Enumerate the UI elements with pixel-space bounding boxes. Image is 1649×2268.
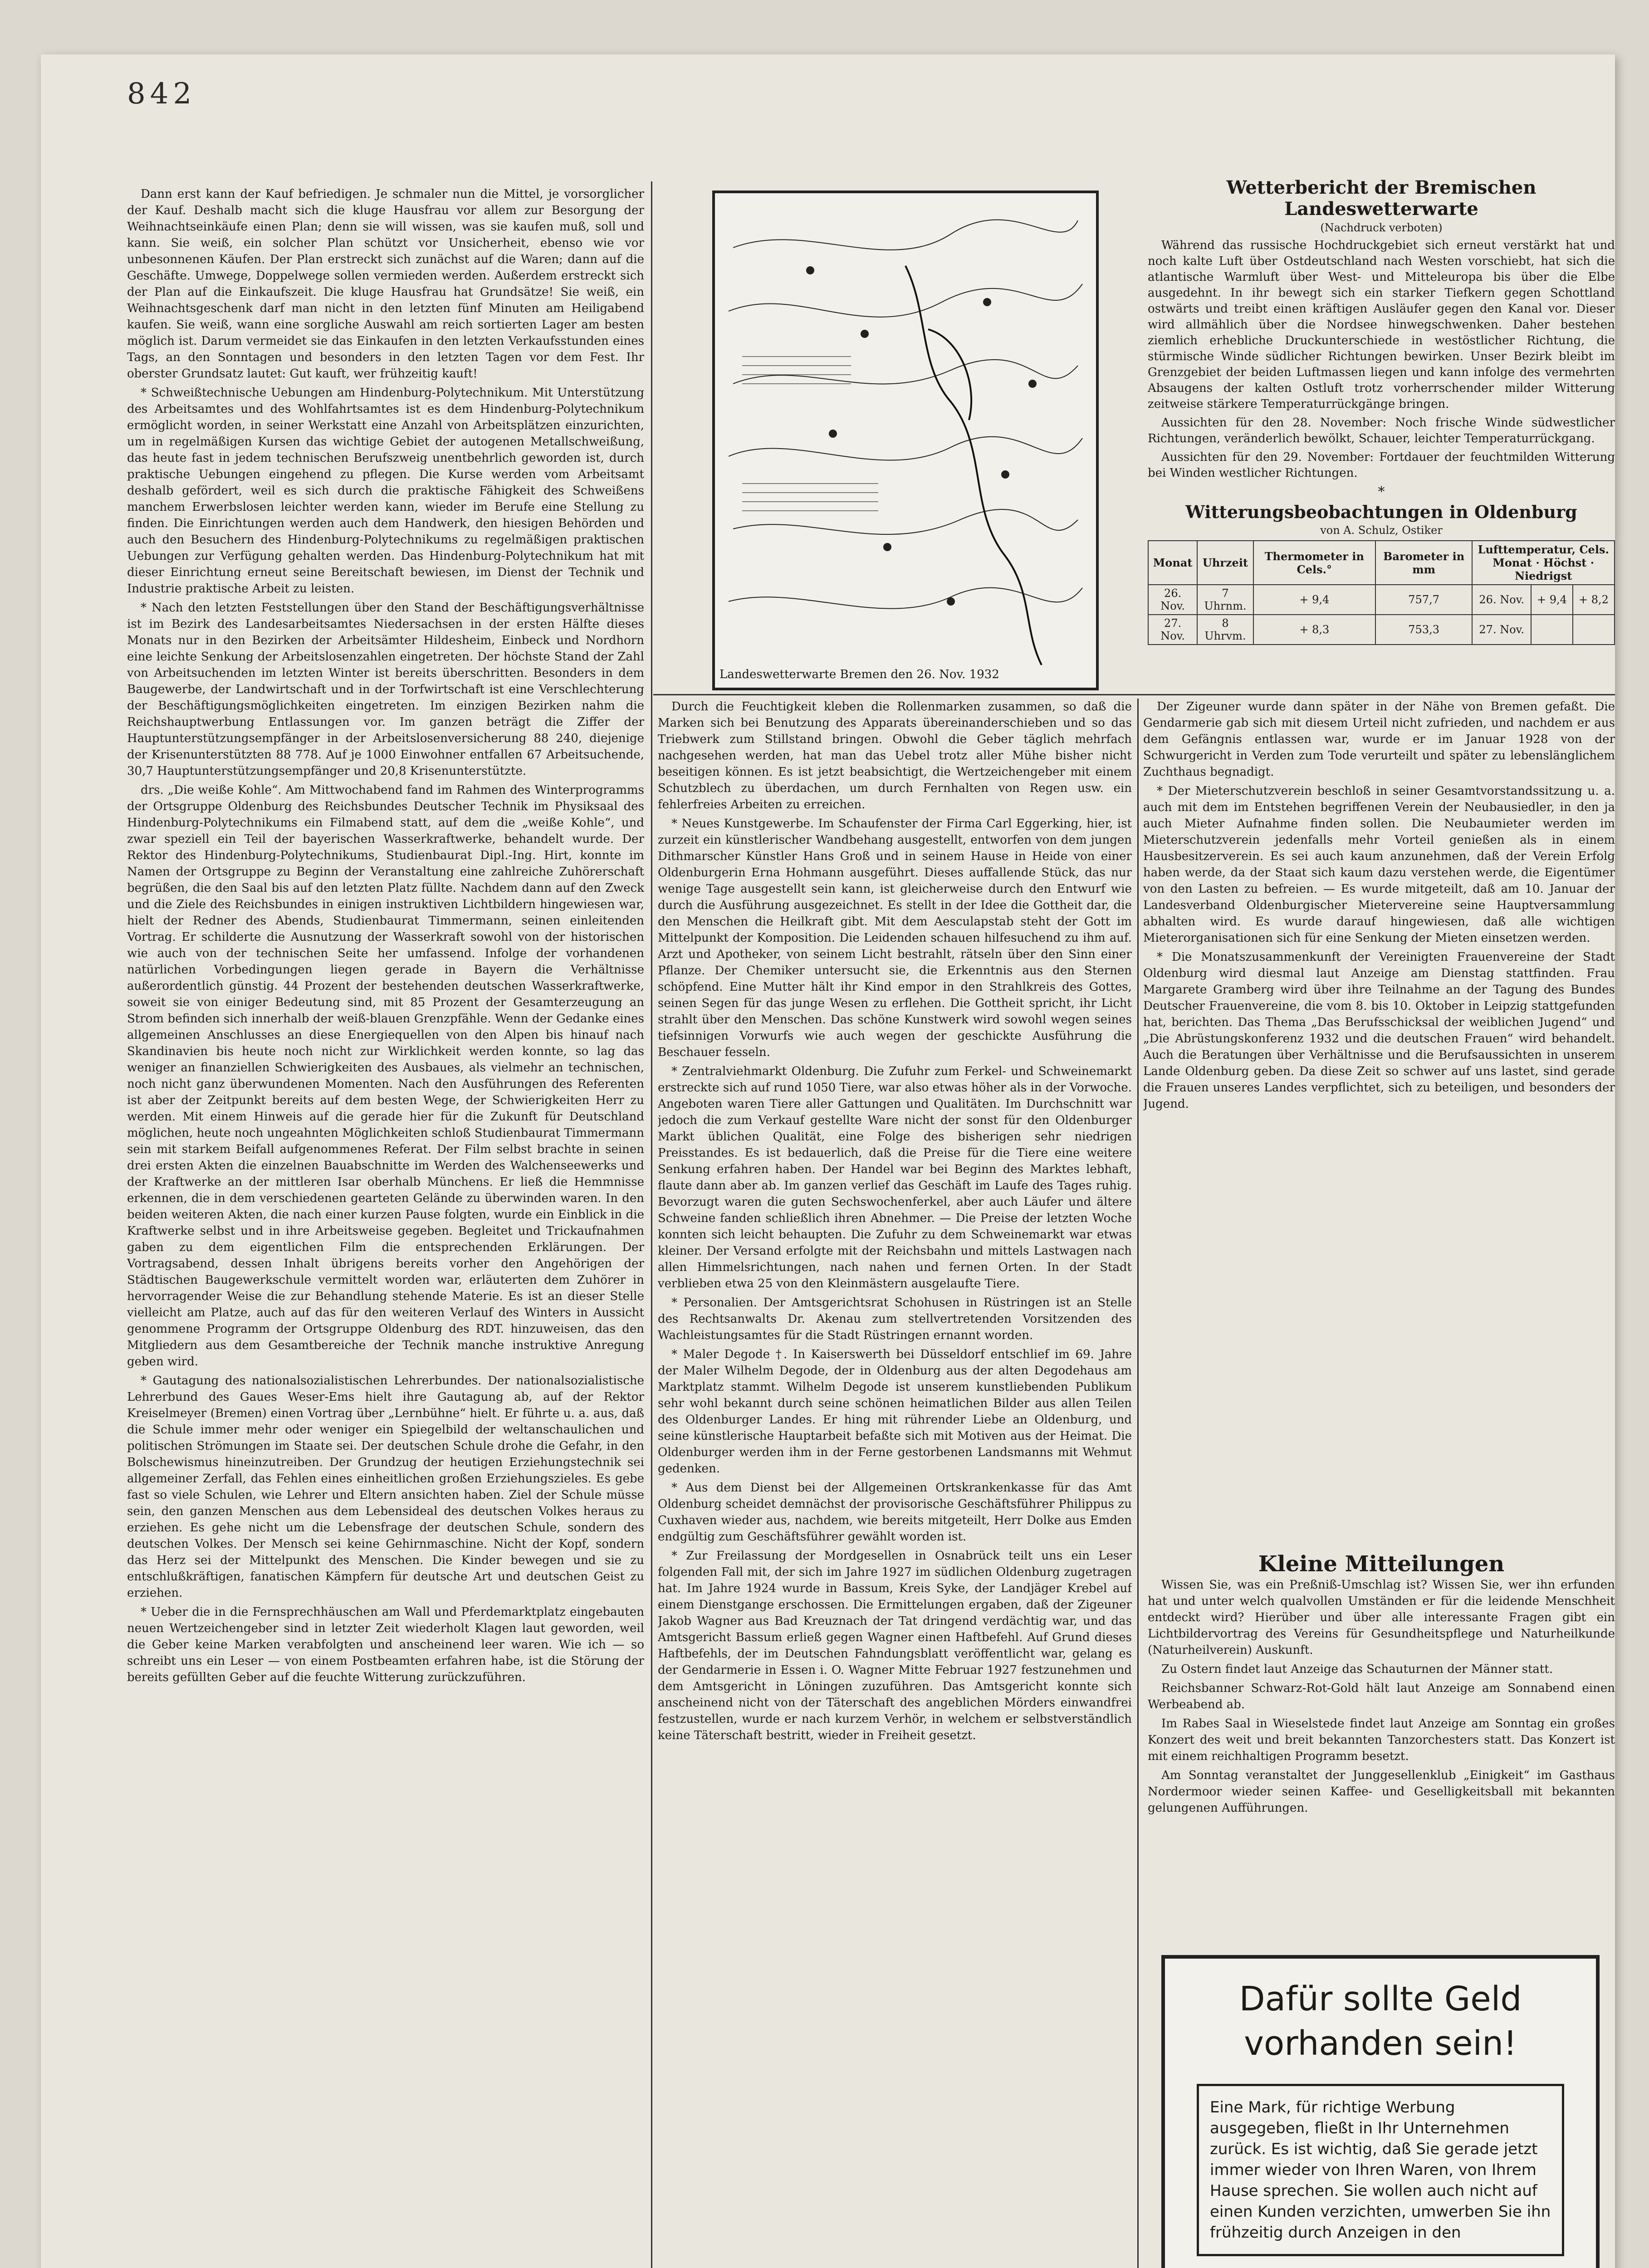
- table-cell: [1531, 615, 1573, 645]
- article-paragraph: * Maler Degode †. In Kaiserswerth bei Düsseldorf entschlief im 69. Jahre der Maler Wilhelm Degode, der in Oldenburg aus der alten Degodehaus am Marktplatz stammt. Wilhelm Degode ist unserem kunstliebenden Publikum sehr wohl bekannt durch seine schönen heimatlichen Bilder aus allen Teilen des Oldenburger Landes. Er hing mit rührender Liebe an Oldenburg, und seine künstlerische Hauptarbeit befaßte sich mit Motiven aus der Heimat. Die Oldenburger werden ihm in der Ferne gestorbenen Landsmanns mit Wehmut gedenken.: [658, 1348, 1132, 1476]
- table-subheader: Höchst: [1543, 556, 1587, 569]
- table-header: Barometer in mm: [1375, 541, 1472, 585]
- table-header: Monat: [1148, 541, 1197, 585]
- table-cell: 8 Uhrvm.: [1197, 615, 1253, 645]
- article-paragraph: * Nach den letzten Feststellungen über den Stand der Beschäftigungsverhältnisse ist im Bezirk des Landesarbeitsamtes Niedersachsen in der ersten Hälfte dieses Monats nur in den Bezirken der Arbeitsämter Hildesheim, Einbeck und Nordhorn eine leichte Senkung der Arbeitslosenzahlen eingetreten. Der höchste Stand der Zahl von Arbeitsuchenden im letzten Winter ist bereits überschritten. Besonders in dem Baugewerbe, der Landwirtschaft und in der Torfwirtschaft ist eine Verschlechterung der Beschäftigungsmöglichkeiten eingetreten. Im einzigen Bezirken nahm die Reichshauptwerbung Entlassungen vor. Im ganzen beträgt die Ziffer der Hauptunterstützungsempfänger in der Arbeitslosenversicherung 88 240, diejenige der Krisenunterstützten 88 778. Auf je 1000 Einwohner entfallen 67 Arbeitsuchende, 30,7 Hauptunterstützungsempfänger und 20,8 Krisenunterstützte.: [127, 601, 644, 778]
- table-cell: 26. Nov.: [1148, 585, 1197, 615]
- article-paragraph: * Personalien. Der Amtsgerichtsrat Schohusen in Rüstringen ist an Stelle des Rechtsanwalts Dr. Akenau zum stellvertretenden Vorsitzenden des Wachleistungsamtes für die Stadt Rüstringen ernannt worden.: [658, 1296, 1132, 1342]
- table-cell: + 8,2: [1573, 585, 1615, 615]
- table-cell: + 9,4: [1253, 585, 1375, 615]
- table-cell: 757,7: [1375, 585, 1472, 615]
- table-cell: + 8,3: [1253, 615, 1375, 645]
- article-paragraph: * Zentralviehmarkt Oldenburg. Die Zufuhr zum Ferkel- und Schweinemarkt erstreckte sich auf rund 1050 Tiere, war also etwas höher als in der Vorwoche. Angeboten waren Tiere aller Gattungen und Qualitäten. Im Durchschnitt war jedoch die zum Verkauf gestellte Ware nicht der sonst für den Oldenburger Markt üblichen Qualität, eine Folge des bisherigen sehr niedrigen Preisstandes. Es ist bedauerlich, daß die Preise für die Tiere eine weitere Senkung erfahren haben. Der Handel war bei Beginn des Marktes lebhaft, flaute dann aber ab. Im ganzen verlief das Geschäft im Laufe des Tages ruhig. Bevorzugt waren die guten Sechswochenferkel, aber auch Läufer und ältere Schweine fanden schließlich ihren Abnehmer. — Die Preise der letzten Woche konnten sich leicht behaupten. Die Zufuhr zu dem Schweinemarkt war etwas kleiner. Der Versand erfolgte mit der Reichsbahn und mittels Lastwagen nach allen Himmelsrichtungen, nach nahen und fernen Orten. In der Stadt verblieben etwa 25 von den Kleinmästern ausgelaufte Tiere.: [658, 1065, 1132, 1290]
- table-cell: 27. Nov.: [1472, 615, 1531, 645]
- article-paragraph: * Die Monatszusammenkunft der Vereinigten Frauenvereine der Stadt Oldenburg wird diesmal laut Anzeige am Dienstag stattfinden. Frau Margarete Gramberg wird über ihre Teilnahme an der Tagung des Bundes Deutscher Frauenvereine, die vom 8. bis 10. Oktober in Leipzig stattgefunden hat, berichten. Das Thema „Das Berufsschicksal der weiblichen Jugend“ und „Die Abrüstungskonferenz 1932 und die deutschen Frauen“ wird behandelt. Auch die Beratungen über Verhältnisse und die Berufsaussichten in unserem Lande Oldenburg geben. Da diese Zeit so schwer auf uns lastet, sind gerade die Frauen unseres Landes verpflichtet, sich zu beteiligen, und besonders der Jugend.: [1143, 950, 1615, 1111]
- table-header: Thermometer in Cels.°: [1253, 541, 1375, 585]
- table-cell: + 9,4: [1531, 585, 1573, 615]
- table-subheader: Monat: [1492, 556, 1532, 569]
- article-paragraph: * Gautagung des nationalsozialistischen Lehrerbundes. Der nationalsozialistische Lehrerbund des Gaues Weser-Ems hielt ihre Gautagung ab, auf der Rektor Kreiselmeyer (Bremen) einen Vortrag über „Lernbühne“ hielt. Er führte u. a. aus, daß die Schule immer mehr oder weniger ein Spiegelbild der weltanschaulichen und politischen Strömungen im Staate sei. Der deutschen Schule drohe die Gefahr, in den Bolschewismus hineinzutreiben. Der Grundzug der heutigen Erziehungstechnik sei allgemeiner Zerfall, das Fehlen eines einheitlichen großen Erziehungszieles. Es gebe fast so viele Schulen, wie Lehrer und Eltern ansichten haben. Ziel der Schule müsse sein, den ganzen Menschen aus dem Lebensideal des deutschen Volkes heraus zu erziehen. Es gehe nicht um die Lebensfrage der deutschen Schule, sondern des deutschen Volkes. Der Mensch sei keine Gehirnmaschine. Nicht der Kopf, sondern das Herz sei der Mittelpunkt des Menschen. Die Kinder bewegen und sie zu entschlußkräftigen, fanatischen Kämpfern für deutsche Art und deutschen Geist zu erziehen.: [127, 1374, 644, 1600]
- table-cell: 7 Uhrnm.: [1197, 585, 1253, 615]
- table-header: Lufttemperatur, Cels. Monat · Höchst · Niedrigst: [1472, 541, 1615, 585]
- weather-map-graphic: [715, 193, 1091, 682]
- ad-headline: vorhanden sein!: [1244, 2024, 1517, 2063]
- page-number: 842: [127, 77, 196, 111]
- section-divider: [653, 694, 1615, 695]
- ad-headline: Dafür sollte Geld: [1239, 1980, 1522, 2019]
- section-asterisk: *: [1378, 484, 1385, 500]
- weather-subtitle: (Nachdruck verboten): [1320, 221, 1443, 234]
- article-paragraph: Durch die Feuchtigkeit kleben die Rollenmarken zusammen, so daß die Marken sich bei Benutzung des Apparats übereinanderschieben und so das Triebwerk zum Stillstand bringen. Obwohl die Geber täglich mehrfach nachgesehen werden, hat man das Uebel trotz aller Mühe bisher nicht beseitigen können. Es ist jetzt beabsichtigt, die Wertzeichengeber mit einem Schutzblech zu überdachen, um durch Fernhalten von Regen usw. ein fehlerfreies Arbeiten zu erreichen.: [658, 700, 1132, 811]
- notice-item: Im Rabes Saal in Wieselstede findet laut Anzeige am Sonntag ein großes Konzert des weit und breit bekannten Tanzorchesters statt. Das Konzert ist mit einem reichhaltigen Programm besetzt.: [1148, 1717, 1615, 1763]
- weather-outlook: Aussichten für den 29. November: Fortdauer der feuchtmilden Witterung bei Winden westlicher Richtungen.: [1148, 450, 1615, 480]
- short-notices-title: Kleine Mitteilungen: [1258, 1551, 1505, 1577]
- column-left: [127, 186, 644, 2268]
- observations-author: von A. Schulz, Ostiker: [1320, 524, 1443, 537]
- ad-body: Eine Mark, für richtige Werbung ausgegeben, fließt in Ihr Unternehmen zurück. Es ist wichtig, daß Sie gerade jetzt immer wieder von Ihren Waren, von Ihrem Hause sprechen. Sie wollen auch nicht auf einen Kunden verzichten, umwerben Sie ihn frühzeitig durch Anzeigen in den: [1197, 2084, 1564, 2256]
- weather-text: Während das russische Hochdruckgebiet sich erneut verstärkt hat und noch kalte Luft über Ostdeutschland nach Westen vorschiebt, hat sich die atlantische Warmluft über West- und Mitteleuropa bis über die Elbe ausgedehnt. In ihr bewegt sich ein starker Tiefkern gegen Schottland ostwärts und treibt einen kräftigen Ausläufer gegen den Kanal vor. Dieser wird allmählich über die Nordsee hinwegschwenken. Daher bestehen ziemlich erhebliche Druckunterschiede in westöstlicher Richtung, die stürmische Winde südlicher Richtungen bewirken. Unser Bezirk bleibt im Grenzgebiet der beiden Luftmassen liegen und kann infolge des vermehrten Absaugens der kalten Ostluft trotz vorherrschender milder Witterung zeitweise stärkere Temperaturrückgänge bringen.: [1148, 239, 1615, 411]
- advertisement: [1161, 1955, 1600, 2268]
- column-middle: [658, 699, 1132, 2268]
- notice-item: Zu Ostern findet laut Anzeige das Schauturnen der Männer statt.: [1161, 1662, 1553, 1676]
- article-paragraph: * Der Mieterschutzverein beschloß in seiner Gesamtvorstandssitzung u. a. auch mit dem im Entstehen begriffenen Verein der Neubausiedler, in den ja auch Mieter Aufnahme finden sollen. Die Neubaumieter werden im Mieterschutzverein jedenfalls mehr Vorteil genießen als in einem Hausbesitzerverein. Es sei auch kaum anzunehmen, daß der Verein Erfolg haben werde, da der Staat sich kaum dazu verstehen werde, die Eigentümer von den Lasten zu befreien. — Es wurde mitgeteilt, daß am 10. Januar der Landesverband Oldenburgischer Mietervereine seine Hauptversammlung abhalten wird. Es wurde darauf hingewiesen, daß alle wichtigen Mieterorganisationen sich für eine Senkung der Mieten einsetzen werden.: [1143, 784, 1615, 945]
- weather-outlook: Aussichten für den 28. November: Noch frische Winde südwestlicher Richtungen, veränderlich bewölkt, Schauer, leichter Temperaturrückgang.: [1148, 416, 1615, 445]
- notice-item: Reichsbanner Schwarz-Rot-Gold hält laut Anzeige am Sonnabend einen Werbeabend ab.: [1148, 1681, 1615, 1711]
- notice-item: Wissen Sie, was ein Preßniß-Umschlag ist? Wissen Sie, wer ihn erfunden hat und unter welch qualvollen Umständen er für die leidende Menschheit entdeckt wird? Hierüber und über alle interessante Fragen gibt ein Lichtbildervortrag des Vereins für Gesundheitspflege und Naturheilkunde (Naturheilverein) Auskunft.: [1148, 1578, 1615, 1657]
- article-paragraph: Der Zigeuner wurde dann später in der Nähe von Bremen gefaßt. Die Gendarmerie gab sich mit diesem Urteil nicht zufrieden, und nachdem er aus dem Gefängnis entlassen war, wurde er im Januar 1928 von der Schwurgericht in Verden zum Tode verurteilt und später zu lebenslänglichem Zuchthaus begnadigt.: [1143, 700, 1615, 779]
- table-cell: 26. Nov.: [1472, 585, 1531, 615]
- column-divider: [1137, 699, 1139, 2268]
- weather-map-caption: Landeswetterwarte Bremen den 26. Nov. 1932: [719, 668, 999, 681]
- observations-title: Witterungsbeobachtungen in Oldenburg: [1185, 502, 1577, 522]
- table-cell: 753,3: [1375, 615, 1472, 645]
- column-right: [1143, 699, 1615, 1497]
- article-paragraph: * Zur Freilassung der Mordgesellen in Osnabrück teilt uns ein Leser folgenden Fall mit, der sich im Jahre 1927 im südlichen Oldenburg zugetragen hat. Im Jahre 1924 wurde in Bassum, Kreis Syke, der Landjäger Krebel auf einem Dienstgange erschossen. Die Ermittelungen ergaben, daß der Zigeuner Jakob Wagner aus Bad Kreuznach der Tat dringend verdächtig war, und das Amtsgericht Bassum erließ gegen Wagner einen Haftbefehl. Auf Grund dieses Haftbefehls, der im Deutschen Fahndungsblatt veröffentlicht war, gelang es der Gendarmerie in Essen i. O. Wagner Mitte Februar 1927 festzunehmen und dem Amtsgericht in Löningen zuzuführen. Das Amtsgericht konnte sich anscheinend nicht von der Täterschaft des angeblichen Mörders einwandfrei festzustellen, wurde er nach kurzem Verhör, in welchem er selbstverständlich keine Täterschaft bestritt, wieder in Freiheit gesetzt.: [658, 1549, 1132, 1742]
- table-row: [1148, 615, 1615, 645]
- table-header: Uhrzeit: [1197, 541, 1253, 585]
- article-paragraph: * Schweißtechnische Uebungen am Hindenburg-Polytechnikum. Mit Unterstützung des Arbeitsamtes und des Wohlfahrtsamtes ist es dem Hindenburg-Polytechnikum ermöglicht worden, in seiner Werkstatt eine Anzahl von Arbeitsplätzen einzurichten, um in regelmäßigen Kursen das wichtige Gebiet der autogenen Metallschweißung, das heute fast in jedem technischen Berufszweig unentbehrlich geworden ist, durch praktische Uebungen eingehend zu pflegen. Die Kurse werden vom Arbeitsamt deshalb gefördert, weil es sich durch die praktische Fähigkeit des Schweißens manchem Erwerbslosen leichter werden kann, wieder im Berufe eine Stellung zu finden. Die Einrichtungen werden auch dem Handwerk, den hiesigen Behörden und auch den Besuchern des Hindenburg-Polytechnikums zu regelmäßigen praktischen Uebungen zur Verfügung gehalten werden. Das Hindenburg-Polytechnikum hat mit dieser Einrichtung erneut seine Bereitschaft bewiesen, im Dienst der Technik und Industrie praktische Arbeit zu leisten.: [127, 386, 644, 596]
- weather-report: [1148, 177, 1615, 645]
- article-paragraph: Dann erst kann der Kauf befriedigen. Je schmaler nun die Mittel, je vorsorglicher der Kauf. Deshalb macht sich die kluge Hausfrau vor allem zur Besorgung der Weihnachtseinkäufe einen Plan; denn sie will wissen, was sie kaufen muß, soll und kann. Sie weiß, ein solcher Plan schützt vor Unsicherheit, ebenso wie vor unbesonnenen Käufen. Der Plan erstreckt sich zunächst auf die Waren; dann auf die Geschäfte. Umwege, Doppelwege sollen vermieden werden. Außerdem erstreckt sich der Plan auf die Einkaufszeit. Die kluge Hausfrau hat Grundsätze! Sie weiß, ein Weihnachtsgeschenk darf man nicht in den letzten fünf Minuten am Heiligabend kaufen. Sie weiß, wann eine sorgliche Auswahl am reich sortierten Lager am besten möglich ist. Darum vermeidet sie das Einkaufen in den letzten Verkaufsstunden eines Tags, an den Sonntagen und besonders in den letzten Tagen vor dem Fest. Ihr oberster Grundsatz lautet: Gut kauft, wer frühzeitig kauft!: [127, 187, 644, 381]
- article-paragraph: drs. „Die weiße Kohle“. Am Mittwochabend fand im Rahmen des Winterprogramms der Ortsgruppe Oldenburg des Reichsbundes Deutscher Technik im Physiksaal des Hindenburg-Polytechnikums ein Filmabend statt, auf dem die „weiße Kohle“, und zwar speziell ein Teil der bayerischen Wasserkraftwerke, behandelt wurde. Der Rektor des Hindenburg-Polytechnikums, Studienbaurat Dipl.-Ing. Hirt, konnte im Namen der Ortsgruppe zu Beginn der Veranstaltung eine zahlreiche Zuhörerschaft begrüßen, die den Saal bis auf den letzten Platz füllte. Nachdem dann auf den Zweck und die Ziele des Reichsbundes in einigen instruktiven Lichtbildern hingewiesen war, hielt der Redner des Abends, Studienbaurat Timmermann, seinen einleitenden Vortrag. Er schilderte die Ausnutzung der Wasserkraft sowohl von der historischen wie auch von der technischen Seite her umfassend. Infolge der vorhandenen natürlichen Vorbedingungen liegen gerade in Bayern die Verhältnisse außerordentlich günstig. 44 Prozent der bestehenden deutschen Wasserkraftwerke, soweit sie von einiger Bedeutung sind, mit 85 Prozent der Gesamterzeugung an Strom befinden sich innerhalb der weiß-blauen Grenzpfähle. Wenn der Gedanke eines allgemeinen Anschlusses an diese Energiequellen von den Alpen bis hinauf nach Skandinavien bis heute noch nicht zur Wirklichkeit werden konnte, so lag das weniger an finanziellen Schwierigkeiten des Ausbaues, als vielmehr an technischen, noch nicht ganz überwundenen Momenten. Nach den Ausführungen des Referenten ist aber der Zeitpunkt bereits auf dem besten Wege, der Schwierigkeiten Herr zu werden. Mit einem Hinweis auf die gerade hier für die Zukunft für Deutschland möglichen, heute noch ungeahnten Möglichkeiten schloß Studienbaurat Timmermann sein mit starkem Beifall aufgenommenes Referat. Der Film selbst brachte in seinen drei ersten Akten die einzelnen Bauabschnitte im Werden des Walchenseewerks und der Kraftwerke an der mittleren Isar oberhalb Münchens. Er ließ die Hemmnisse erkennen, die in dem verschiedenen gearteten Gelände zu überwinden waren. In den beiden weiteren Akten, die nach einer kurzen Pause folgten, wurde ein Einblick in die Kraftwerke selbst und in ihre Arbeitsweise gegeben. Begleitet und Trickaufnahmen gaben zu dem eigentlichen Film die entsprechenden Erklärungen. Der Vortragsabend, dessen Inhalt übrigens bereits vorher den Angehörigen der Städtischen Baugewerkschule vermittelt worden war, erläuterten dem Zuhörer in hervorragender Weise die zur Behandlung stehende Materie. Es ist an dieser Stelle vielleicht am Platze, auch auf das für den weiteren Verlauf des Winters in Aussicht genommene Programm der Ortsgruppe Oldenburg des RDT. hinzuweisen, das den Mitgliedern aus dem Gesamtbereiche der Technik manche instruktive Anregung geben wird.: [127, 783, 644, 1369]
- weather-title: Wetterbericht der Bremischen Landeswetterwarte: [1226, 177, 1536, 220]
- article-paragraph: * Aus dem Dienst bei der Allgemeinen Ortskrankenkasse für das Amt Oldenburg scheidet demnächst der provisorische Geschäftsführer Philippus zu Cuxhaven wieder aus, nachdem, wie bereits mitgeteilt, Herr Dolke aus Emden endgültig zum Geschäftsführer gewählt worden ist.: [658, 1481, 1132, 1544]
- column-divider: [651, 181, 652, 2268]
- notice-item: Am Sonntag veranstaltet der Junggesellenklub „Einigkeit“ im Gasthaus Nordermoor wieder seinen Kaffee- und Geselligkeitsball mit bekannten gelungenen Aufführungen.: [1148, 1769, 1615, 1815]
- short-notices: [1148, 1551, 1615, 1819]
- article-paragraph: * Ueber die in die Fernsprechhäuschen am Wall und Pferdemarktplatz eingebauten neuen Wertzeichengeber sind in letzter Zeit wiederholt Klagen laut geworden, weil die Geber keine Marken verabfolgten und anscheinend leer waren. Wie ich — so schreibt uns ein Leser — von einem Postbeamten erfahren habe, ist die Störung der bereits gefüllten Geber auf die feuchte Witterung zurückzuführen.: [127, 1605, 644, 1684]
- weather-map: [712, 191, 1099, 690]
- table-row: [1148, 585, 1615, 615]
- table-header: Lufttemperatur, Cels.: [1478, 543, 1609, 556]
- table-cell: [1573, 615, 1615, 645]
- table-cell: 27. Nov.: [1148, 615, 1197, 645]
- table-header-row: [1148, 541, 1615, 585]
- table-subheader: Niedrigst: [1515, 569, 1572, 582]
- article-paragraph: * Neues Kunstgewerbe. Im Schaufenster der Firma Carl Eggerking, hier, ist zurzeit ein künstlerischer Wandbehang ausgestellt, entworfen von dem jungen Dithmarscher Künstler Hans Groß und in seinem Hause in Heide von einer Oldenburgerin Erna Hohmann ausgeführt. Dieses auffallende Stück, das nur wenige Tage ausgestellt sein kann, ist gleicherweise durch den Entwurf wie durch die Ausführung ausgezeichnet. Es stellt in der Idee die Gottheit dar, die den Menschen die Heilkraft gibt. Mit dem Aesculapstab steht der Gott im Mittelpunkt der Komposition. Die Leidenden schauen hilfesuchend zu ihm auf. Arzt und Apotheker, von seinem Licht bestrahlt, rätseln über den Sinn einer Pflanze. Der Chemiker untersucht sie, die Erkenntnis aus den Sternen schöpfend. Eine Mutter hält ihr Kind empor in den Strahlkreis des Gottes, seinen Segen für das junge Wesen zu erflehen. Die Gottheit spricht, ihr Licht strahlt über den Menschen. Das schöne Kunstwerk wird sowohl wegen seines tiefsinnigen Vorwurfs wie auch wegen der geschickte Ausführung die Beschauer fesseln.: [658, 817, 1132, 1059]
- observations-table: [1148, 540, 1615, 645]
